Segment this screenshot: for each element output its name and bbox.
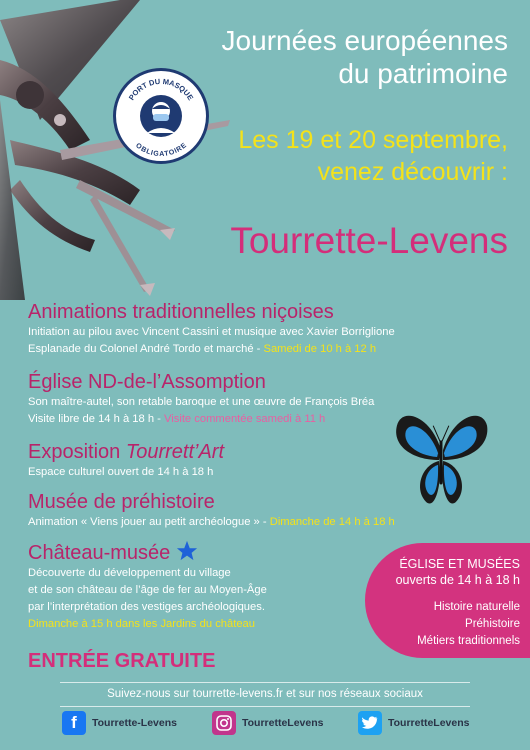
highlight-time: Samedi de 10 h à 12 h bbox=[263, 343, 377, 355]
title-line-1: Journées européennes bbox=[221, 25, 508, 56]
badge-bottom-text: OBLIGATOIRE bbox=[134, 142, 188, 159]
title-line-2: du patrimoine bbox=[338, 58, 508, 89]
section-musee bbox=[28, 490, 395, 531]
twitter-label: TourretteLevens bbox=[388, 717, 470, 729]
box-item: Histoire naturelle bbox=[433, 601, 520, 613]
section-title: Animations traditionnelles niçoises bbox=[28, 301, 334, 323]
section-line: Dimanche à 15 h dans les Jardins du château bbox=[28, 618, 256, 630]
twitter-link[interactable] bbox=[358, 710, 470, 736]
box-subtitle: ouverts de 14 h à 18 h bbox=[395, 573, 520, 587]
section-line: Découverte du développement du village bbox=[28, 567, 231, 579]
box-title: ÉGLISE ET MUSÉES bbox=[399, 557, 520, 571]
section-title: Musée de préhistoire bbox=[28, 491, 215, 513]
twitter-icon bbox=[358, 711, 382, 735]
section-line: par l’interprétation des vestiges archéologiques. bbox=[28, 601, 265, 613]
box-item: Préhistoire bbox=[465, 618, 520, 630]
follow-text: Suivez-nous sur tourrette-levens.fr et sur nos réseaux sociaux bbox=[107, 688, 423, 700]
free-entry-label: ENTRÉE GRATUITE bbox=[28, 650, 216, 672]
section-title: Église ND-de-l’Assomption bbox=[28, 371, 266, 393]
event-title bbox=[178, 24, 508, 90]
facebook-icon: f bbox=[62, 711, 86, 735]
badge-top-text: PORT DU MASQUE bbox=[126, 76, 196, 102]
dates-line-1: Les 19 et 20 septembre, bbox=[238, 126, 508, 154]
highlight-time: Dimanche de 14 h à 18 h bbox=[269, 516, 395, 528]
facebook-label: Tourrette-Levens bbox=[92, 717, 177, 729]
divider bbox=[60, 682, 470, 683]
divider bbox=[60, 706, 470, 707]
section-animations bbox=[28, 300, 395, 358]
section-line: Esplanade du Colonel André Tordo et marché - Samedi de 10 h à 12 h bbox=[28, 343, 377, 355]
event-dates bbox=[178, 124, 508, 188]
section-line: Initiation au pilou avec Vincent Cassini et musique avec Xavier Borriglione bbox=[28, 326, 395, 338]
section-exposition bbox=[28, 440, 224, 481]
instagram-link[interactable] bbox=[212, 710, 324, 736]
section-title: Château-musée bbox=[28, 540, 267, 565]
section-line: Animation « Viens jouer au petit archéologue » - Dimanche de 14 h à 18 h bbox=[28, 516, 395, 528]
section-line: et de son château de l’âge de fer au Moyen-Âge bbox=[28, 584, 267, 596]
facebook-link[interactable] bbox=[62, 710, 177, 736]
star-icon bbox=[176, 540, 198, 562]
instagram-icon bbox=[212, 711, 236, 735]
dates-line-2: venez découvrir : bbox=[317, 158, 508, 186]
highlight-time: Visite commentée samedi à 11 h bbox=[164, 413, 326, 425]
section-line: Visite libre de 14 h à 18 h - Visite commentée samedi à 11 h bbox=[28, 413, 326, 425]
section-title: Exposition Tourrett’Art bbox=[28, 441, 225, 463]
section-chateau bbox=[28, 540, 267, 633]
town-name: Tourrette-Levens bbox=[230, 220, 508, 261]
butterfly-icon bbox=[392, 405, 490, 515]
box-item: Métiers traditionnels bbox=[417, 635, 520, 647]
instagram-label: TourretteLevens bbox=[242, 717, 324, 729]
section-line: Son maître-autel, son retable baroque et une œuvre de François Bréa bbox=[28, 396, 375, 408]
opening-hours-box bbox=[365, 543, 530, 658]
section-eglise bbox=[28, 370, 374, 428]
section-line: Espace culturel ouvert de 14 h à 18 h bbox=[28, 466, 214, 478]
